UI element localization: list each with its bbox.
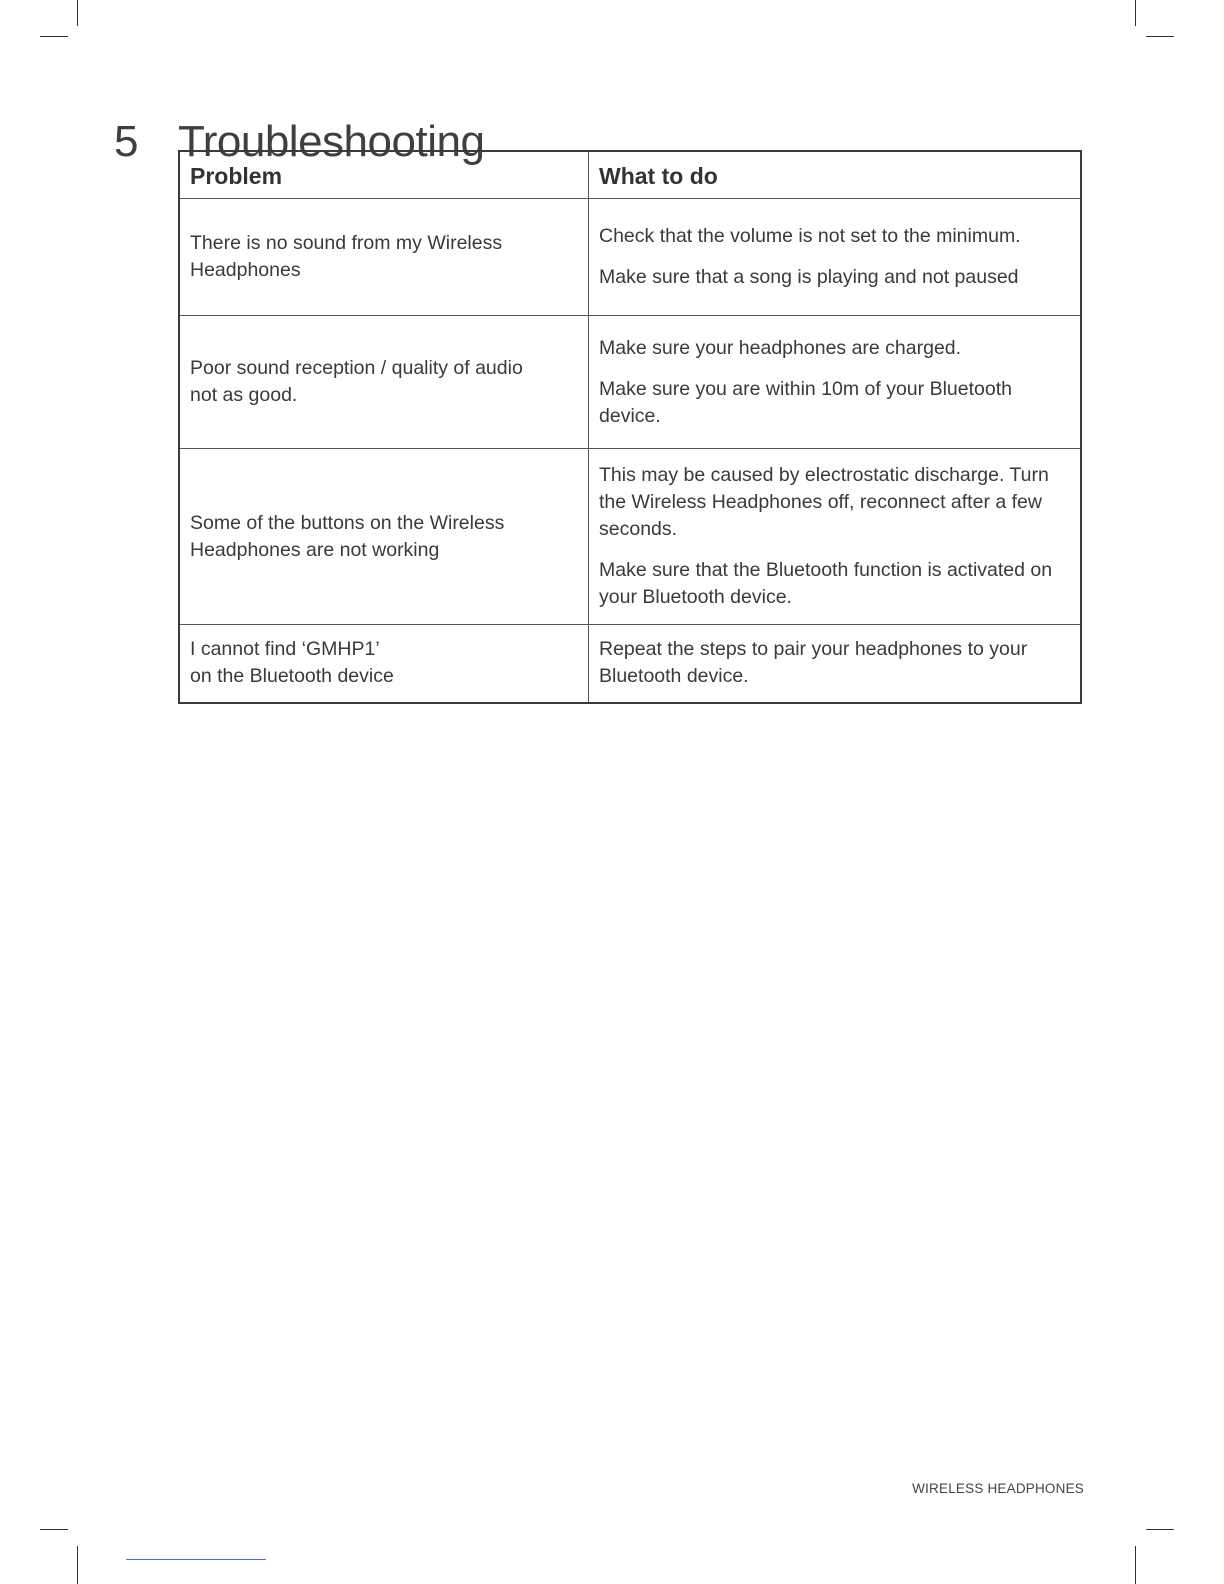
table-row — [179, 199, 1081, 316]
solution-text: Make sure you are within 10m of your Bluetooth device. — [599, 377, 1012, 427]
solution-text: Make sure that the Bluetooth function is activated on your Bluetooth device. — [599, 559, 1053, 608]
crop-mark-bottom-left-vertical — [77, 1546, 78, 1584]
problem-line: not as good. — [190, 384, 298, 406]
problem-cell — [179, 316, 589, 449]
crop-mark-bottom-left-horizontal — [40, 1529, 68, 1530]
section-title: Troubleshooting — [178, 117, 485, 167]
crop-mark-top-left-vertical — [77, 0, 78, 26]
troubleshooting-table — [178, 150, 1082, 704]
problem-cell — [179, 199, 589, 316]
solution-cell — [589, 625, 1082, 703]
problem-line: Headphones — [190, 259, 301, 281]
crop-mark-top-right-vertical — [1135, 0, 1136, 26]
solution-cell — [589, 449, 1082, 625]
header-what-to-do: What to do — [589, 151, 1082, 199]
problem-line: Some of the buttons on the Wireless — [190, 511, 505, 534]
problem-line: I cannot find ‘GMHP1’ — [190, 638, 380, 661]
problem-line: There is no sound from my Wireless — [190, 232, 503, 254]
problem-line: Headphones are not working — [190, 538, 440, 561]
solution-text: Make sure your headphones are charged. — [599, 336, 962, 359]
footer-divider — [126, 1559, 266, 1560]
table-header-row — [179, 151, 1081, 199]
table-row — [179, 625, 1081, 703]
problem-line: on the Bluetooth device — [190, 665, 394, 688]
solution-text: This may be caused by electrostatic discharge. Turn the Wireless Headphones off, reconnect after a few seconds. — [599, 464, 1049, 540]
footer-label: WIRELESS HEADPHONES — [912, 1481, 1084, 1496]
solution-text: Check that the volume is not set to the minimum. — [599, 225, 1021, 247]
solution-cell — [589, 316, 1082, 449]
crop-mark-top-left-horizontal — [40, 36, 68, 37]
solution-cell — [589, 199, 1082, 316]
section-number: 5 — [114, 117, 138, 167]
problem-cell — [179, 625, 589, 703]
solution-text: Repeat the steps to pair your headphones to your Bluetooth device. — [599, 638, 1028, 688]
problem-cell — [179, 449, 589, 625]
solution-text: Make sure that a song is playing and not paused — [599, 266, 1019, 288]
crop-mark-top-right-horizontal — [1146, 36, 1174, 37]
table-row — [179, 449, 1081, 625]
problem-line: Poor sound reception / quality of audio — [190, 357, 523, 379]
table-row — [179, 316, 1081, 449]
header-problem: Problem — [179, 151, 589, 199]
crop-mark-bottom-right-vertical — [1135, 1546, 1136, 1584]
crop-mark-bottom-right-horizontal — [1146, 1529, 1174, 1530]
